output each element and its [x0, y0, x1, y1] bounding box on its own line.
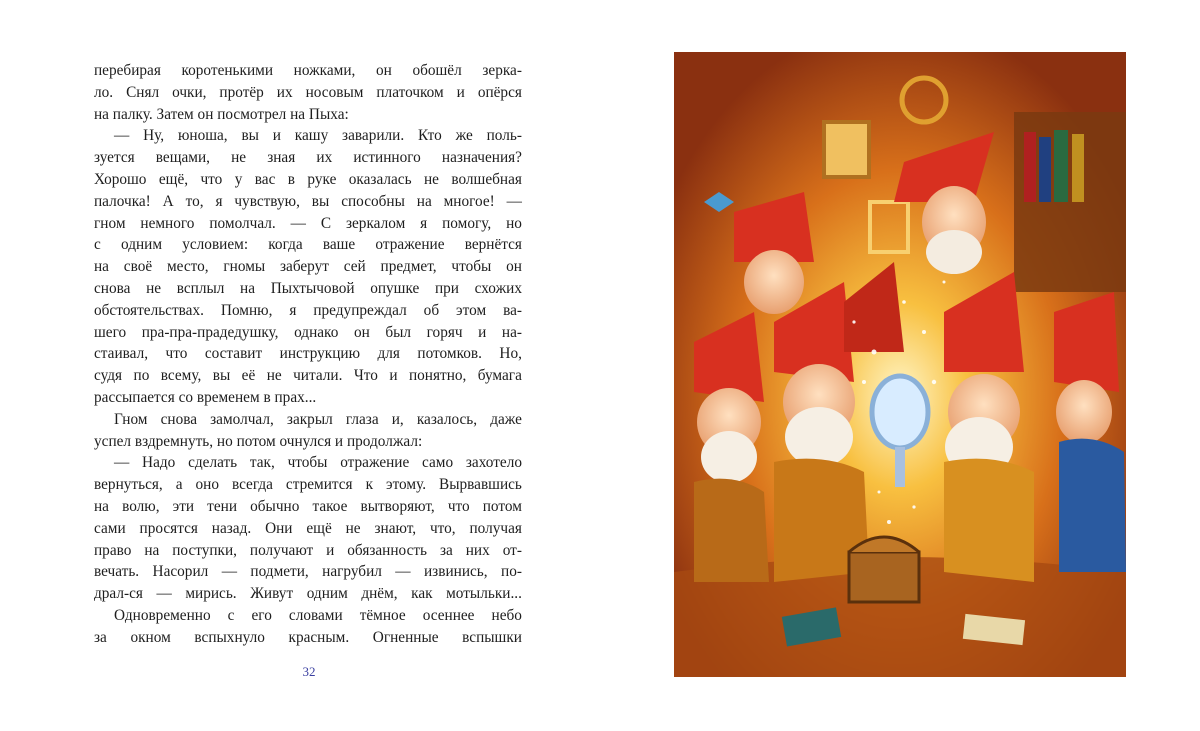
- page-number: 32: [302, 664, 316, 679]
- text-line: за окном вспыхнуло красным. Огненные вспышки: [94, 628, 522, 646]
- text-line: Одновременно с его словами тёмное осеннее небо: [114, 606, 522, 624]
- text-line: снова не всплыл на Пыхтычовой опушке при схожих: [94, 279, 522, 297]
- text-line: — Ну, юноша, вы и кашу заварили. Кто же поль-: [114, 127, 522, 145]
- text-line: Гном снова замолчал, закрыл глаза и, казалось, даже: [114, 410, 522, 428]
- text-line: на палку. Затем он посмотрел на Пыха:: [94, 105, 349, 123]
- text-line: вернуться, а оно всегда стремится к этому. Вырвавшись: [94, 476, 522, 494]
- text-line: перебирая коротенькими ножками, он обошёл зерка-: [94, 62, 522, 79]
- text-line: палочка! А то, я чувствую, вы способны на многое! —: [94, 192, 522, 210]
- text-line: ло. Снял очки, протёр их носовым платочком и опёрся: [94, 83, 522, 101]
- gnomes-illustration: [674, 52, 1126, 677]
- text-line: с одним условием: когда ваше отражение вернётся: [94, 236, 522, 254]
- text-line: на волю, эти тени обычно такое вытворяют, что потом: [94, 497, 522, 515]
- text-line: шего пра-пра-прадедушку, однако он был горяч и на-: [94, 323, 522, 341]
- text-line: судя по всему, вы её не читали. Что и понятно, бумага: [94, 367, 522, 385]
- text-line: гном немного помолчал. — С зеркалом я помогу, но: [94, 214, 522, 232]
- text-line: рассыпается со временем в прах...: [94, 388, 317, 406]
- text-column: [94, 60, 522, 649]
- text-line: право на поступки, получают и обязанность за них от-: [94, 541, 522, 559]
- text-line: драл-ся — мирись. Живут одним днём, как мотыльки...: [94, 585, 522, 603]
- text-line: сами просятся назад. Они ещё не знают, что, получая: [94, 519, 522, 537]
- text-line: стаивал, что составит инструкцию для потомков. Но,: [94, 345, 522, 363]
- text-line: обстоятельствах. Помню, я предупреждал об этом ва-: [94, 301, 522, 319]
- text-line: зуется вещами, не зная их истинного назначения?: [94, 149, 522, 167]
- text-line: Хорошо ещё, что у вас в руке оказалась не волшебная: [94, 170, 522, 188]
- text-line: вечать. Насорил — подмети, нагрубил — извинись, по-: [94, 563, 522, 581]
- text-line: на своё место, гномы заберут сей предмет, чтобы он: [94, 258, 522, 276]
- text-line: успел вздремнуть, но потом очнулся и продолжал:: [94, 432, 423, 450]
- text-line: — Надо сделать так, чтобы отражение само захотело: [114, 454, 522, 472]
